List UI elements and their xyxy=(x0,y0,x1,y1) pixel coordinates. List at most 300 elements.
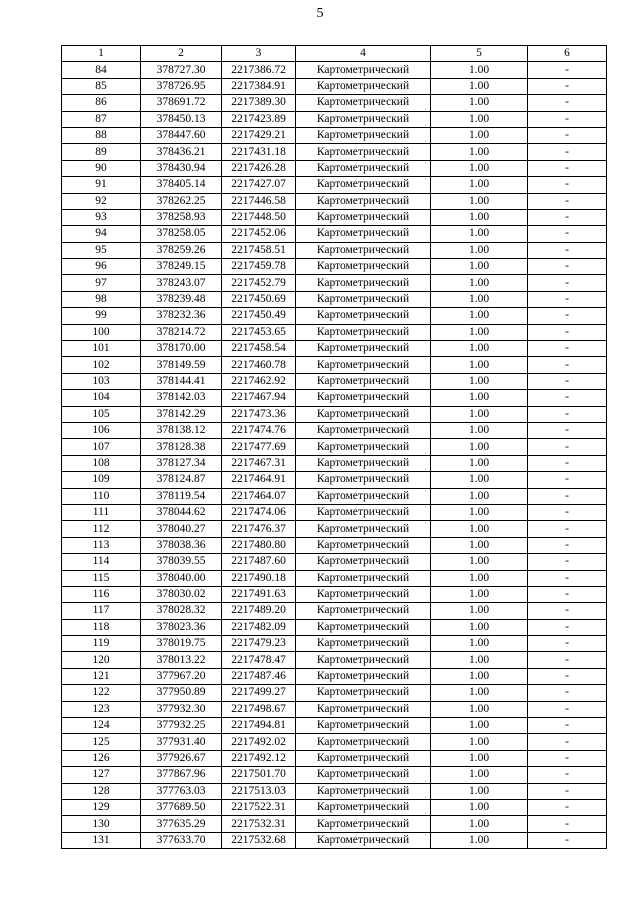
table-cell: 87 xyxy=(62,111,141,127)
table-row xyxy=(62,422,607,438)
table-cell: 378450.13 xyxy=(141,111,222,127)
table-cell: Картометрический xyxy=(296,750,431,766)
table-cell: 1.00 xyxy=(431,734,528,750)
table-cell: 2217386.72 xyxy=(222,62,296,78)
table-cell: - xyxy=(528,144,607,160)
table-cell: 1.00 xyxy=(431,570,528,586)
table-cell: 2217501.70 xyxy=(222,767,296,783)
table-cell: 2217448.50 xyxy=(222,209,296,225)
table-cell: 108 xyxy=(62,455,141,471)
table-cell: 378023.36 xyxy=(141,619,222,635)
table-cell: Картометрический xyxy=(296,701,431,717)
table-cell: 378170.00 xyxy=(141,341,222,357)
table-cell: - xyxy=(528,472,607,488)
table-cell: 2217532.68 xyxy=(222,832,296,848)
table-cell: - xyxy=(528,537,607,553)
table-cell: 120 xyxy=(62,652,141,668)
table-cell: Картометрический xyxy=(296,341,431,357)
table-cell: 378726.95 xyxy=(141,78,222,94)
table-cell: 2217464.07 xyxy=(222,488,296,504)
table-cell: Картометрический xyxy=(296,537,431,553)
table-cell: Картометрический xyxy=(296,586,431,602)
table-cell: 123 xyxy=(62,701,141,717)
column-header: 4 xyxy=(296,46,431,62)
table-cell: 2217384.91 xyxy=(222,78,296,94)
table-row xyxy=(62,160,607,176)
table-row xyxy=(62,390,607,406)
table-cell: - xyxy=(528,259,607,275)
table-cell: - xyxy=(528,275,607,291)
table-cell: 377635.29 xyxy=(141,816,222,832)
table-cell: 378040.00 xyxy=(141,570,222,586)
table-cell: 98 xyxy=(62,291,141,307)
table-cell: - xyxy=(528,62,607,78)
table-cell: 117 xyxy=(62,603,141,619)
table-cell: Картометрический xyxy=(296,308,431,324)
table-cell: - xyxy=(528,570,607,586)
coordinates-table xyxy=(61,45,607,849)
table-cell: Картометрический xyxy=(296,570,431,586)
table-cell: 378128.38 xyxy=(141,439,222,455)
table-cell: 2217487.46 xyxy=(222,668,296,684)
table-cell: 2217474.76 xyxy=(222,422,296,438)
table-cell: 377932.30 xyxy=(141,701,222,717)
table-row xyxy=(62,439,607,455)
table-cell: 105 xyxy=(62,406,141,422)
table-cell: Картометрический xyxy=(296,111,431,127)
table-cell: 1.00 xyxy=(431,799,528,815)
table-cell: - xyxy=(528,718,607,734)
table-cell: Картометрический xyxy=(296,62,431,78)
table-cell: - xyxy=(528,554,607,570)
table-cell: Картометрический xyxy=(296,144,431,160)
table-cell: 378727.30 xyxy=(141,62,222,78)
table-cell: 2217522.31 xyxy=(222,799,296,815)
column-header: 5 xyxy=(431,46,528,62)
table-cell: 378239.48 xyxy=(141,291,222,307)
table-row xyxy=(62,193,607,209)
table-row xyxy=(62,455,607,471)
table-cell: 1.00 xyxy=(431,504,528,520)
column-header: 6 xyxy=(528,46,607,62)
table-cell: 131 xyxy=(62,832,141,848)
table-row xyxy=(62,554,607,570)
table-cell: Картометрический xyxy=(296,242,431,258)
table-cell: 113 xyxy=(62,537,141,553)
table-cell: 1.00 xyxy=(431,783,528,799)
table-cell: 1.00 xyxy=(431,275,528,291)
table-cell: Картометрический xyxy=(296,259,431,275)
table-row xyxy=(62,668,607,684)
table-cell: Картометрический xyxy=(296,455,431,471)
table-cell: - xyxy=(528,783,607,799)
table-cell: 2217532.31 xyxy=(222,816,296,832)
table-cell: 1.00 xyxy=(431,177,528,193)
table-cell: - xyxy=(528,652,607,668)
table-cell: 378124.87 xyxy=(141,472,222,488)
table-cell: 84 xyxy=(62,62,141,78)
table-cell: - xyxy=(528,291,607,307)
table-cell: Картометрический xyxy=(296,718,431,734)
table-cell: 1.00 xyxy=(431,78,528,94)
column-header: 2 xyxy=(141,46,222,62)
table-cell: Картометрический xyxy=(296,78,431,94)
table-cell: - xyxy=(528,832,607,848)
table-cell: 378142.03 xyxy=(141,390,222,406)
table-cell: 101 xyxy=(62,341,141,357)
table-cell: 121 xyxy=(62,668,141,684)
table-row xyxy=(62,783,607,799)
table-cell: Картометрический xyxy=(296,439,431,455)
table-cell: Картометрический xyxy=(296,95,431,111)
table-cell: 2217494.81 xyxy=(222,718,296,734)
table-row xyxy=(62,127,607,143)
table-cell: 378436.21 xyxy=(141,144,222,160)
table-row xyxy=(62,341,607,357)
table-cell: 102 xyxy=(62,357,141,373)
table-cell: 378262.25 xyxy=(141,193,222,209)
table-cell: 2217478.47 xyxy=(222,652,296,668)
table-cell: - xyxy=(528,734,607,750)
table-cell: - xyxy=(528,439,607,455)
table-cell: Картометрический xyxy=(296,324,431,340)
table-cell: 1.00 xyxy=(431,701,528,717)
table-cell: 1.00 xyxy=(431,488,528,504)
table-row xyxy=(62,537,607,553)
table-row xyxy=(62,111,607,127)
table-row xyxy=(62,357,607,373)
table-cell: 85 xyxy=(62,78,141,94)
table-row xyxy=(62,406,607,422)
table-cell: 2217492.12 xyxy=(222,750,296,766)
table-cell: 2217453.65 xyxy=(222,324,296,340)
table-cell: 2217499.27 xyxy=(222,685,296,701)
table-cell: 2217473.36 xyxy=(222,406,296,422)
table-cell: Картометрический xyxy=(296,603,431,619)
table-cell: 2217452.79 xyxy=(222,275,296,291)
table-cell: - xyxy=(528,78,607,94)
table-cell: 2217426.28 xyxy=(222,160,296,176)
table-cell: 378019.75 xyxy=(141,636,222,652)
table-cell: 1.00 xyxy=(431,718,528,734)
table-row xyxy=(62,259,607,275)
table-cell: Картометрический xyxy=(296,177,431,193)
table-cell: 2217487.60 xyxy=(222,554,296,570)
table-cell: 2217464.91 xyxy=(222,472,296,488)
table-cell: 126 xyxy=(62,750,141,766)
table-cell: 1.00 xyxy=(431,357,528,373)
table-cell: 97 xyxy=(62,275,141,291)
table-cell: 1.00 xyxy=(431,685,528,701)
table-cell: 378405.14 xyxy=(141,177,222,193)
table-cell: Картометрический xyxy=(296,488,431,504)
table-cell: 378144.41 xyxy=(141,373,222,389)
table-cell: - xyxy=(528,95,607,111)
table-cell: 2217479.23 xyxy=(222,636,296,652)
table-cell: 1.00 xyxy=(431,291,528,307)
table-cell: Картометрический xyxy=(296,472,431,488)
table-cell: - xyxy=(528,226,607,242)
table-cell: 1.00 xyxy=(431,619,528,635)
table-cell: Картометрический xyxy=(296,734,431,750)
table-cell: 1.00 xyxy=(431,652,528,668)
table-cell: 100 xyxy=(62,324,141,340)
table-cell: 2217460.78 xyxy=(222,357,296,373)
table-cell: - xyxy=(528,127,607,143)
table-cell: 377931.40 xyxy=(141,734,222,750)
table-cell: Картометрический xyxy=(296,832,431,848)
table-cell: 1.00 xyxy=(431,193,528,209)
table-cell: Картометрический xyxy=(296,127,431,143)
table-cell: 107 xyxy=(62,439,141,455)
table-row xyxy=(62,504,607,520)
table-cell: 2217482.09 xyxy=(222,619,296,635)
table-cell: - xyxy=(528,521,607,537)
table-cell: 1.00 xyxy=(431,259,528,275)
column-header: 3 xyxy=(222,46,296,62)
table-cell: 130 xyxy=(62,816,141,832)
table-row xyxy=(62,832,607,848)
table-cell: 2217467.94 xyxy=(222,390,296,406)
table-cell: 378028.32 xyxy=(141,603,222,619)
table-cell: - xyxy=(528,373,607,389)
table-cell: 1.00 xyxy=(431,144,528,160)
table-row xyxy=(62,226,607,242)
table-cell: Картометрический xyxy=(296,799,431,815)
table-cell: Картометрический xyxy=(296,783,431,799)
table-cell: 1.00 xyxy=(431,521,528,537)
table-cell: 2217450.69 xyxy=(222,291,296,307)
table-cell: 378249.15 xyxy=(141,259,222,275)
table-cell: Картометрический xyxy=(296,767,431,783)
table-cell: 1.00 xyxy=(431,209,528,225)
table-cell: 104 xyxy=(62,390,141,406)
table-cell: 1.00 xyxy=(431,767,528,783)
table-cell: 88 xyxy=(62,127,141,143)
table-cell: 1.00 xyxy=(431,832,528,848)
table-row xyxy=(62,275,607,291)
table-cell: 2217467.31 xyxy=(222,455,296,471)
table-cell: - xyxy=(528,636,607,652)
table-row xyxy=(62,521,607,537)
table-cell: 128 xyxy=(62,783,141,799)
table-cell: 2217474.06 xyxy=(222,504,296,520)
table-cell: - xyxy=(528,209,607,225)
table-cell: 1.00 xyxy=(431,603,528,619)
table-cell: Картометрический xyxy=(296,668,431,684)
table-cell: 1.00 xyxy=(431,668,528,684)
table-cell: - xyxy=(528,767,607,783)
table-row xyxy=(62,799,607,815)
table-cell: 1.00 xyxy=(431,750,528,766)
table-cell: - xyxy=(528,357,607,373)
table-row xyxy=(62,750,607,766)
table-cell: 377950.89 xyxy=(141,685,222,701)
table-row xyxy=(62,619,607,635)
table-cell: 2217489.20 xyxy=(222,603,296,619)
table-cell: 378259.26 xyxy=(141,242,222,258)
table-cell: 114 xyxy=(62,554,141,570)
table-cell: Картометрический xyxy=(296,636,431,652)
table-cell: 1.00 xyxy=(431,62,528,78)
table-cell: 377967.20 xyxy=(141,668,222,684)
table-cell: 1.00 xyxy=(431,127,528,143)
page-number: 5 xyxy=(316,6,324,21)
table-cell: 125 xyxy=(62,734,141,750)
table-row xyxy=(62,144,607,160)
table-cell: 118 xyxy=(62,619,141,635)
table-row xyxy=(62,570,607,586)
table-cell: 1.00 xyxy=(431,242,528,258)
table-cell: 378214.72 xyxy=(141,324,222,340)
table-cell: - xyxy=(528,750,607,766)
table-cell: - xyxy=(528,799,607,815)
table-cell: 112 xyxy=(62,521,141,537)
table-cell: - xyxy=(528,390,607,406)
table-cell: 2217427.07 xyxy=(222,177,296,193)
table-row xyxy=(62,734,607,750)
table-cell: 2217476.37 xyxy=(222,521,296,537)
table-cell: - xyxy=(528,816,607,832)
table-cell: - xyxy=(528,603,607,619)
table-cell: 115 xyxy=(62,570,141,586)
table-row xyxy=(62,586,607,602)
table-cell: 378039.55 xyxy=(141,554,222,570)
table-cell: 378447.60 xyxy=(141,127,222,143)
table-cell: Картометрический xyxy=(296,406,431,422)
table-cell: 2217458.51 xyxy=(222,242,296,258)
table-cell: 1.00 xyxy=(431,472,528,488)
table-row xyxy=(62,636,607,652)
table-cell: - xyxy=(528,242,607,258)
table-cell: - xyxy=(528,586,607,602)
table-cell: 106 xyxy=(62,422,141,438)
table-cell: 86 xyxy=(62,95,141,111)
table-row xyxy=(62,373,607,389)
table-cell: Картометрический xyxy=(296,504,431,520)
table-cell: Картометрический xyxy=(296,209,431,225)
table-cell: 116 xyxy=(62,586,141,602)
table-cell: 1.00 xyxy=(431,636,528,652)
table-cell: 378030.02 xyxy=(141,586,222,602)
table-row xyxy=(62,291,607,307)
table-row xyxy=(62,603,607,619)
table-cell: 1.00 xyxy=(431,95,528,111)
table-cell: 1.00 xyxy=(431,455,528,471)
table-row xyxy=(62,488,607,504)
table-cell: 378044.62 xyxy=(141,504,222,520)
table-cell: 378691.72 xyxy=(141,95,222,111)
table-cell: 378138.12 xyxy=(141,422,222,438)
table-cell: Картометрический xyxy=(296,275,431,291)
table-cell: - xyxy=(528,668,607,684)
table-cell: 111 xyxy=(62,504,141,520)
table-row xyxy=(62,209,607,225)
table-cell: 1.00 xyxy=(431,422,528,438)
table-cell: Картометрический xyxy=(296,373,431,389)
table-header-row xyxy=(62,46,607,62)
table-cell: Картометрический xyxy=(296,226,431,242)
table-cell: 127 xyxy=(62,767,141,783)
table-row xyxy=(62,718,607,734)
table-cell: - xyxy=(528,455,607,471)
table-cell: - xyxy=(528,341,607,357)
table-cell: 378127.34 xyxy=(141,455,222,471)
table-cell: 2217498.67 xyxy=(222,701,296,717)
table-cell: - xyxy=(528,685,607,701)
table-cell: 1.00 xyxy=(431,439,528,455)
table-cell: - xyxy=(528,177,607,193)
table-cell: - xyxy=(528,406,607,422)
table-row xyxy=(62,685,607,701)
table-cell: 103 xyxy=(62,373,141,389)
table-cell: - xyxy=(528,701,607,717)
table-cell: 1.00 xyxy=(431,160,528,176)
table-cell: 129 xyxy=(62,799,141,815)
table-row xyxy=(62,62,607,78)
table-cell: 1.00 xyxy=(431,324,528,340)
table-cell: 377932.25 xyxy=(141,718,222,734)
table-row xyxy=(62,177,607,193)
table-cell: 122 xyxy=(62,685,141,701)
table-cell: 124 xyxy=(62,718,141,734)
table-cell: 377926.67 xyxy=(141,750,222,766)
table-cell: 378232.36 xyxy=(141,308,222,324)
table-cell: 2217480.80 xyxy=(222,537,296,553)
table-cell: 2217462.92 xyxy=(222,373,296,389)
table-cell: 378013.22 xyxy=(141,652,222,668)
table-cell: 2217492.02 xyxy=(222,734,296,750)
table-row xyxy=(62,652,607,668)
table-cell: 1.00 xyxy=(431,308,528,324)
table-cell: 1.00 xyxy=(431,111,528,127)
table-cell: 378258.05 xyxy=(141,226,222,242)
table-cell: 95 xyxy=(62,242,141,258)
table-cell: 2217431.18 xyxy=(222,144,296,160)
table-cell: 119 xyxy=(62,636,141,652)
table-cell: - xyxy=(528,488,607,504)
table-cell: 2217513.03 xyxy=(222,783,296,799)
table-cell: 1.00 xyxy=(431,586,528,602)
table-cell: 109 xyxy=(62,472,141,488)
table-cell: 1.00 xyxy=(431,554,528,570)
table-cell: 378149.59 xyxy=(141,357,222,373)
table-row xyxy=(62,308,607,324)
table-cell: 2217490.18 xyxy=(222,570,296,586)
table-cell: 1.00 xyxy=(431,390,528,406)
table-row xyxy=(62,242,607,258)
table-cell: 89 xyxy=(62,144,141,160)
table-cell: 1.00 xyxy=(431,816,528,832)
table-cell: 378040.27 xyxy=(141,521,222,537)
table-cell: 2217459.78 xyxy=(222,259,296,275)
table-cell: 99 xyxy=(62,308,141,324)
table-cell: 2217429.21 xyxy=(222,127,296,143)
table-cell: Картометрический xyxy=(296,160,431,176)
table-cell: 378430.94 xyxy=(141,160,222,176)
table-cell: Картометрический xyxy=(296,291,431,307)
table-cell: 1.00 xyxy=(431,341,528,357)
table-row xyxy=(62,78,607,94)
table-row xyxy=(62,472,607,488)
table-row xyxy=(62,701,607,717)
table-cell: 2217450.49 xyxy=(222,308,296,324)
table-cell: 2217477.69 xyxy=(222,439,296,455)
table-cell: Картометрический xyxy=(296,652,431,668)
table-cell: 2217446.58 xyxy=(222,193,296,209)
table-cell: - xyxy=(528,504,607,520)
table-cell: 377763.03 xyxy=(141,783,222,799)
